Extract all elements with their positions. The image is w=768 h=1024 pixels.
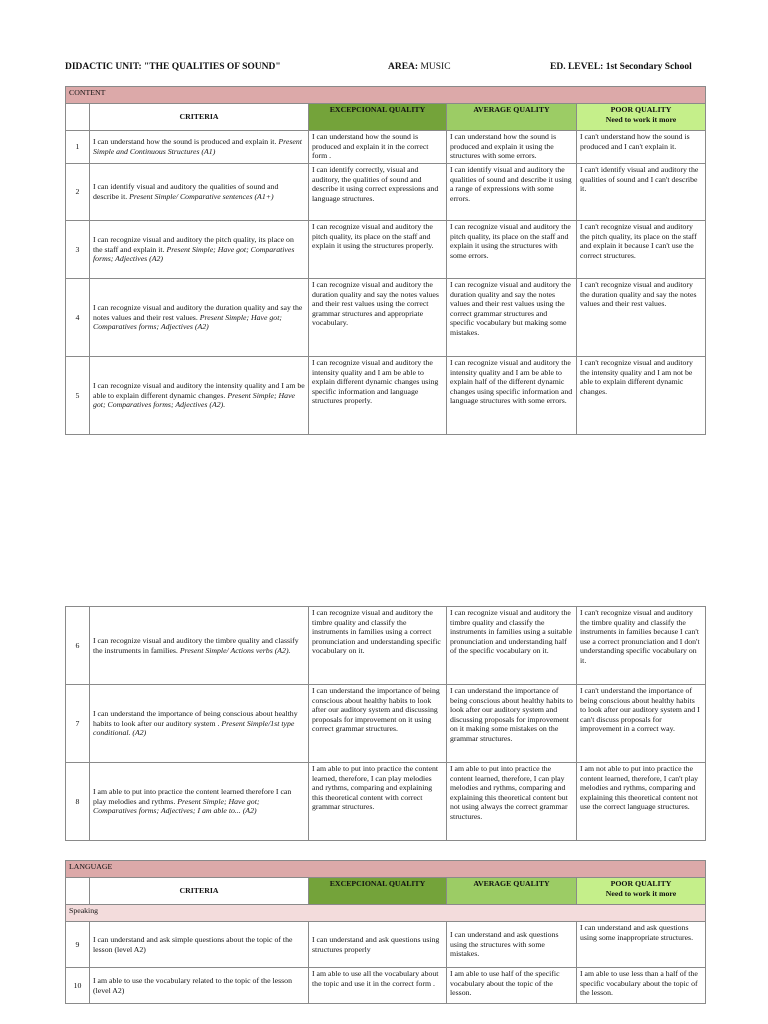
poor-cell: I can't recognize visual and auditory the duration quality and say the notes values and their rest values. — [577, 279, 706, 357]
criteria-cell: I can understand and ask simple questions about the topic of the lesson (level A2) — [90, 922, 309, 968]
average-quality-header: AVERAGE QUALITY — [447, 878, 577, 905]
poor-quality-subtitle: Need to work it more — [605, 888, 677, 898]
exceptional-cell: I can identify correctly, visual and auditory, the qualities of sound and describe it using correct expressions and language structures. — [309, 164, 447, 221]
criteria-cell: I can understand how the sound is produced and explain it. Present Simple and Continuous Structures (A1) — [90, 131, 309, 164]
speaking-subsection-header: Speaking — [66, 905, 706, 922]
table-row — [66, 279, 706, 357]
table-row — [66, 221, 706, 279]
average-cell: I can recognize visual and auditory the intensity quality and I am be able to explain half of the different dynamic changes using specific information and language structures with some errors. — [447, 357, 577, 435]
row-number: 4 — [66, 279, 90, 357]
row-number: 5 — [66, 357, 90, 435]
poor-cell: I can't understand the importance of being conscious about healthy habits to look after our auditory system and I can't discuss proposals for improvement in a correct way. — [577, 685, 706, 763]
criteria-cell: I can understand the importance of being conscious about healthy habits to look after our auditory system . Present Simple/1st type conditional. (A2) — [90, 685, 309, 763]
row-number: 9 — [66, 922, 90, 968]
row-number: 8 — [66, 763, 90, 841]
area-label: AREA: — [388, 62, 419, 72]
poor-quality-title: POOR QUALITY — [610, 879, 672, 888]
average-cell: I can identify visual and auditory the qualities of sound and describe it using a range of expressions with some errors. — [447, 164, 577, 221]
poor-cell: I am not able to put into practice the content learned, therefore, I can't play melodies and rythms, comparing and explaining this theoretical content not use the correct language structures. — [577, 763, 706, 841]
poor-quality-header — [577, 104, 706, 131]
table-row — [66, 164, 706, 221]
exceptional-cell: I am able to put into practice the content learned, therefore, I can play melodies and rythms, comparing and explaining this theoretical content with correct grammar structures. — [309, 763, 447, 841]
row-number: 2 — [66, 164, 90, 221]
criteria-cell: I can recognize visual and auditory the timbre quality and classify the instruments in families. Present Simple/ Actions verbs (A2). — [90, 607, 309, 685]
empty-header-cell — [66, 878, 90, 905]
table-row — [66, 685, 706, 763]
exceptional-cell: I can recognize visual and auditory the timbre quality and classify the instruments in families using a correct pronunciation and understanding specific vocabulary on it. — [309, 607, 447, 685]
area-field — [388, 62, 451, 72]
exceptional-cell: I am able to use all the vocabulary about the topic and use it in the correct form . — [309, 968, 447, 1004]
poor-cell: I can't recognize visual and auditory the intensity quality and I am not be able to explain different dynamic changes. — [577, 357, 706, 435]
table-row — [66, 968, 706, 1004]
language-rubric-table — [65, 860, 706, 1004]
average-cell: I can recognize visual and auditory the duration quality and say the notes values and their rest values using the correct grammar structures and specific vocabulary but making some mistakes. — [447, 279, 577, 357]
table-row — [66, 607, 706, 685]
education-level: ED. LEVEL: 1st Secondary School — [550, 62, 692, 72]
poor-cell: I can't recognize visual and auditory the pitch quality, its place on the staff and explain it because I can't use the correct structures. — [577, 221, 706, 279]
row-number: 6 — [66, 607, 90, 685]
table-row — [66, 131, 706, 164]
exceptional-quality-header: EXCEPCIONAL QUALITY — [309, 878, 447, 905]
poor-cell: I am able to use less than a half of the specific vocabulary about the topic of the lesson. — [577, 968, 706, 1004]
criteria-header: CRITERIA — [90, 104, 309, 131]
average-cell: I can understand how the sound is produced and explain it using the structures with some errors. — [447, 131, 577, 164]
table-row — [66, 922, 706, 968]
average-cell: I am able to put into practice the content learned, therefore, I can play melodies and rythms, comparing and explaining this theoretical content but not using always the correct grammar structures. — [447, 763, 577, 841]
exceptional-cell: I can understand the importance of being conscious about healthy habits to look after our auditory system and discussing proposals for improvement on it using correct grammar structures. — [309, 685, 447, 763]
average-quality-header: AVERAGE QUALITY — [447, 104, 577, 131]
criteria-cell: I can identify visual and auditory the qualities of sound and describe it. Present Simple/ Comparative sentences (A1+) — [90, 164, 309, 221]
exceptional-cell: I can recognize visual and auditory the intensity quality and I am be able to explain different dynamic changes using specific information and language structures properly. — [309, 357, 447, 435]
criteria-cell: I can recognize visual and auditory the pitch quality, its place on the staff and explain it. Present Simple; Have got; Comparatives forms; Adjectives (A2) — [90, 221, 309, 279]
content-rubric-table-continued — [65, 606, 706, 841]
poor-quality-title: POOR QUALITY — [610, 105, 672, 114]
column-header-row — [66, 878, 706, 905]
exceptional-quality-header: EXCEPCIONAL QUALITY — [309, 104, 447, 131]
criteria-cell: I can recognize visual and auditory the intensity quality and I am be able to explain different dynamic changes. Present Simple; Have got; Comparatives forms; Adjectives (A2). — [90, 357, 309, 435]
criteria-cell: I am able to use the vocabulary related to the topic of the lesson (level A2) — [90, 968, 309, 1004]
criteria-cell: I can recognize visual and auditory the duration quality and say the notes values and their rest values. Present Simple; Have got; Comparatives forms; Adjectives (A2) — [90, 279, 309, 357]
average-cell: I can recognize visual and auditory the pitch quality, its place on the staff and explain it using the structures with some errors. — [447, 221, 577, 279]
row-number: 1 — [66, 131, 90, 164]
criteria-header: CRITERIA — [90, 878, 309, 905]
average-cell: I can understand and ask questions using the structures with some mistakes. — [447, 922, 577, 968]
exceptional-cell: I can understand how the sound is produced and explain it in the correct form . — [309, 131, 447, 164]
poor-cell: I can't identify visual and auditory the qualities of sound and I can't describe it. — [577, 164, 706, 221]
area-value: MUSIC — [420, 62, 451, 72]
average-cell: I can recognize visual and auditory the timbre quality and classify the instruments in families using a suitable pronunciation and understanding half of the specific vocabulary on it. — [447, 607, 577, 685]
content-rubric-table — [65, 86, 706, 435]
poor-cell: I can understand and ask questions using some inappropriate structures. — [577, 922, 706, 968]
average-cell: I can understand the importance of being conscious about healthy habits to look after our auditory system and discussing proposals for improvement on it making some mistakes on the grammar structures. — [447, 685, 577, 763]
exceptional-cell: I can understand and ask questions using structures properly — [309, 922, 447, 968]
exceptional-cell: I can recognize visual and auditory the duration quality and say the notes values and their rest values using the correct grammar structures and appropriate vocabulary. — [309, 279, 447, 357]
table-row — [66, 763, 706, 841]
table-row — [66, 357, 706, 435]
row-number: 7 — [66, 685, 90, 763]
average-cell: I am able to use half of the specific vocabulary about the topic of the lesson. — [447, 968, 577, 1004]
poor-quality-subtitle: Need to work it more — [605, 114, 677, 124]
empty-header-cell — [66, 104, 90, 131]
exceptional-cell: I can recognize visual and auditory the pitch quality, its place on the staff and explain it using the structures properly. — [309, 221, 447, 279]
row-number: 3 — [66, 221, 90, 279]
poor-quality-header — [577, 878, 706, 905]
criteria-cell: I am able to put into practice the content learned therefore I can play melodies and rythms. Present Simple; Have got; Comparatives forms; Adjectives; I am able to... (A2) — [90, 763, 309, 841]
column-header-row — [66, 104, 706, 131]
didactic-unit-title: DIDACTIC UNIT: "THE QUALITIES OF SOUND" — [65, 62, 281, 72]
language-section-header: LANGUAGE — [66, 861, 706, 878]
poor-cell: I can't recognize visual and auditory the timbre quality and classify the instruments in families because I can't use a correct pronunciation and I don't understanding specific vocabulary on it. — [577, 607, 706, 685]
content-section-header: CONTENT — [66, 87, 706, 104]
row-number: 10 — [66, 968, 90, 1004]
poor-cell: I can't understand how the sound is produced and I can't explain it. — [577, 131, 706, 164]
